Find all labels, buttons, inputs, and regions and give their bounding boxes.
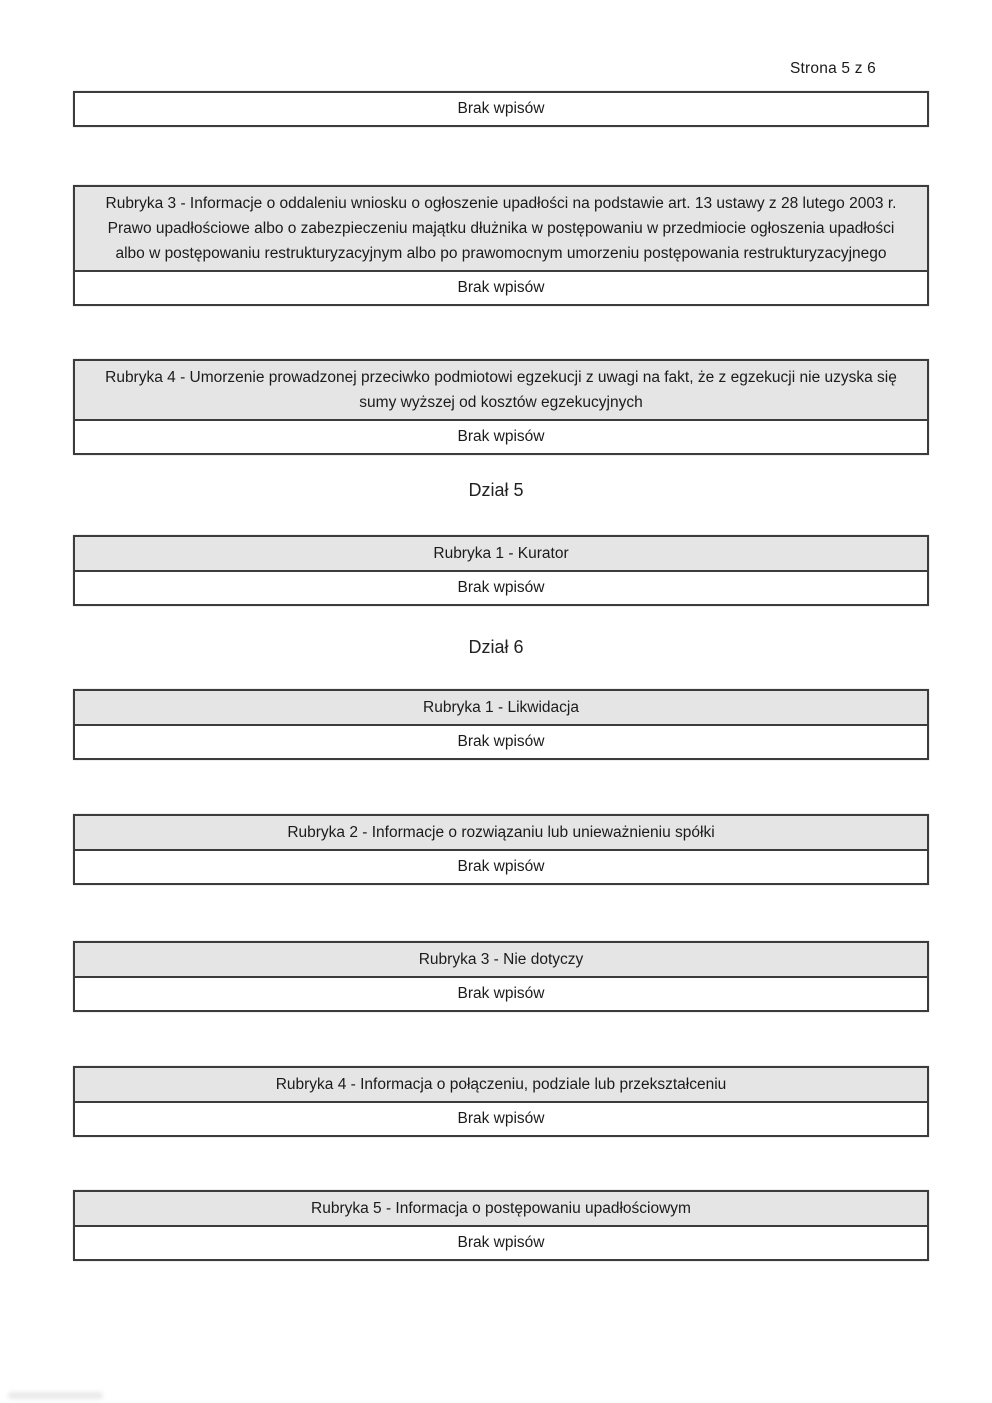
no-entries-cell: Brak wpisów <box>75 93 927 125</box>
record-box-rubryka-1-likwidacja <box>73 689 929 760</box>
page-number: Strona 5 z 6 <box>790 60 876 77</box>
no-entries-cell: Brak wpisów <box>75 978 927 1010</box>
rubryka-header: Rubryka 5 - Informacja o postępowaniu upadłościowym <box>75 1192 927 1227</box>
section-heading-dzial-5: Dział 5 <box>468 480 524 500</box>
record-box-rubryka-4-egzekucja <box>73 359 929 455</box>
no-entries-cell: Brak wpisów <box>75 272 927 304</box>
section-heading-dzial-6: Dział 6 <box>468 637 524 657</box>
rubryka-header: Rubryka 2 - Informacje o rozwiązaniu lub unieważnieniu spółki <box>75 816 927 851</box>
record-box-rubryka-2-rozwiazanie <box>73 814 929 885</box>
rubryka-header: Rubryka 4 - Informacja o połączeniu, podziale lub przekształceniu <box>75 1068 927 1103</box>
record-box-rubryka-3-nie-dotyczy <box>73 941 929 1012</box>
no-entries-cell: Brak wpisów <box>75 572 927 604</box>
record-box-rubryka-4-polaczenie <box>73 1066 929 1137</box>
no-entries-cell: Brak wpisów <box>75 1227 927 1259</box>
rubryka-header: Rubryka 3 - Informacje o oddaleniu wniosku o ogłoszenie upadłości na podstawie art. 13 ustawy z 28 lutego 2003 r. Prawo upadłościowe albo o zabezpieczeniu majątku dłużnika w postępowaniu w przedmiocie ogłoszenia upadłości albo w postępowaniu restrukturyzacyjnym albo po prawomocnym umorzeniu postępowania restrukturyzacyjnego <box>75 187 927 272</box>
scan-artifact <box>8 1392 103 1399</box>
record-box-rubryka-1-kurator <box>73 535 929 606</box>
record-box-rubryka-3-upadlosc <box>73 185 929 306</box>
no-entries-cell: Brak wpisów <box>75 421 927 453</box>
rubryka-header: Rubryka 4 - Umorzenie prowadzonej przeciwko podmiotowi egzekucji z uwagi na fakt, że z egzekucji nie uzyska się sumy wyższej od kosztów egzekucyjnych <box>75 361 927 421</box>
rubryka-header: Rubryka 1 - Likwidacja <box>75 691 927 726</box>
record-box-empty <box>73 91 929 127</box>
record-box-rubryka-5-upadlosciowe <box>73 1190 929 1261</box>
rubryka-header: Rubryka 1 - Kurator <box>75 537 927 572</box>
no-entries-cell: Brak wpisów <box>75 851 927 883</box>
no-entries-cell: Brak wpisów <box>75 726 927 758</box>
rubryka-header: Rubryka 3 - Nie dotyczy <box>75 943 927 978</box>
no-entries-cell: Brak wpisów <box>75 1103 927 1135</box>
